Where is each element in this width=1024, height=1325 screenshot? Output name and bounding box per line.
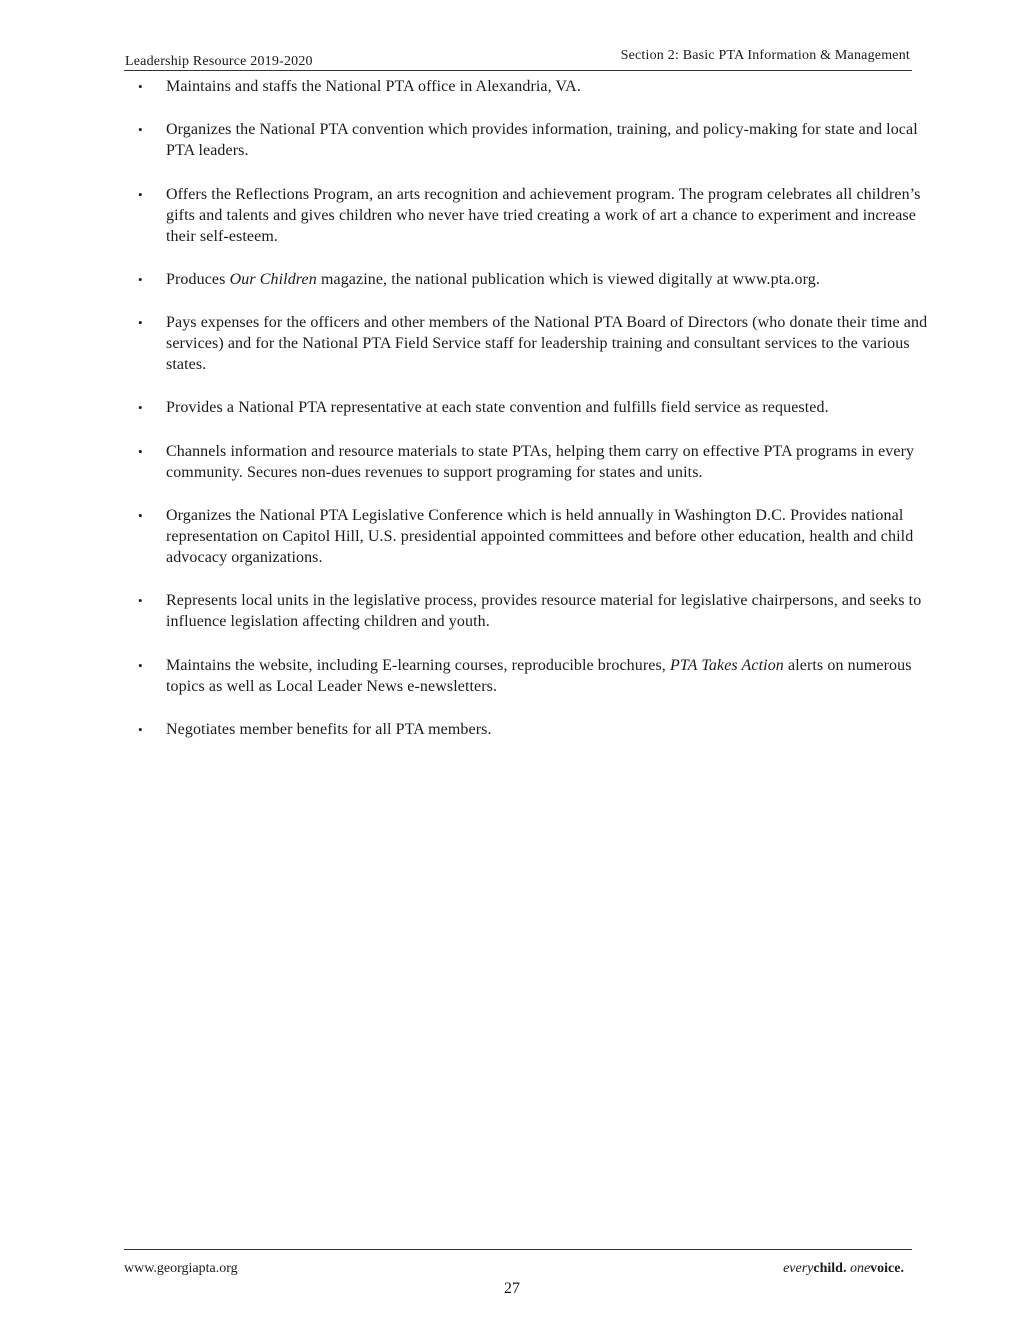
list-item-text: Organizes the National PTA Legislative Conference which is held annually in Washington D.C. Provides national representation on Capitol Hill, U.S. presidential appointed committees and before other education, health and child advocacy organizations. bbox=[166, 507, 914, 567]
header-document-title: Leadership Resource 2019-2020 bbox=[125, 54, 313, 69]
list-item-text: Organizes the National PTA convention which provides information, training, and policy-making for state and local PTA leaders. bbox=[166, 121, 918, 160]
main-content bbox=[136, 76, 936, 762]
list-item-text: Pays expenses for the officers and other members of the National PTA Board of Directors (who donate their time and services) and for the National PTA Field Service staff for leadership training and consultant services to the various states. bbox=[166, 314, 928, 374]
tagline-every: every bbox=[783, 1261, 814, 1276]
list-item bbox=[136, 719, 936, 740]
text-segment: magazine, the national publication which is viewed digitally at www.pta.org. bbox=[316, 270, 820, 288]
text-segment: Maintains the website, including E-learning courses, reproducible brochures, bbox=[166, 656, 670, 674]
footer-website: www.georgiapta.org bbox=[124, 1261, 238, 1276]
bullet-icon: • bbox=[138, 721, 143, 737]
bullet-icon: • bbox=[138, 186, 143, 202]
bullet-icon: • bbox=[138, 443, 143, 459]
list-item-text: Negotiates member benefits for all PTA members. bbox=[166, 720, 492, 738]
footer-tagline bbox=[783, 1261, 904, 1277]
list-item-text: Provides a National PTA representative at each state convention and fulfills field service as requested. bbox=[166, 399, 829, 417]
list-item-text: Offers the Reflections Program, an arts recognition and achievement program. The program celebrates all children’s gifts and talents and gives children who never have tried creating a work of art a chance to experiment and increase their self-esteem. bbox=[166, 185, 921, 245]
text-segment: Produces bbox=[166, 270, 230, 288]
list-item bbox=[136, 119, 936, 161]
list-item bbox=[136, 76, 936, 97]
bullet-icon: • bbox=[138, 593, 143, 609]
footer-divider bbox=[124, 1249, 912, 1250]
bullet-icon: • bbox=[138, 79, 143, 94]
header-section-title: Section 2: Basic PTA Information & Management bbox=[620, 48, 910, 63]
publication-title: Our Children bbox=[229, 270, 317, 288]
page-header bbox=[124, 44, 912, 71]
list-item-text: Maintains and staffs the National PTA office in Alexandria, VA. bbox=[166, 78, 581, 95]
list-item bbox=[136, 312, 936, 375]
tagline-one: one bbox=[849, 1261, 871, 1276]
list-item bbox=[136, 184, 936, 247]
list-item bbox=[136, 590, 936, 632]
tagline-child: child. bbox=[813, 1261, 847, 1276]
responsibilities-list bbox=[136, 76, 936, 740]
text-segment: alerts on numerous topics as well as Local Leader News e-newsletters. bbox=[166, 656, 912, 695]
tagline-voice: voice. bbox=[870, 1261, 904, 1276]
list-item-text bbox=[166, 271, 820, 288]
list-item-text: Represents local units in the legislative process, provides resource material for legislative chairpersons, and seeks to influence legislation affecting children and youth. bbox=[166, 592, 922, 631]
list-item bbox=[136, 441, 936, 483]
bullet-icon: • bbox=[138, 122, 143, 138]
list-item-text: Channels information and resource materials to state PTAs, helping them carry on effective PTA programs in every community. Secures non-dues revenues to support programing for states and units. bbox=[166, 442, 915, 481]
page-number: 27 bbox=[504, 1280, 520, 1297]
bullet-icon: • bbox=[138, 400, 143, 416]
list-item bbox=[136, 505, 936, 568]
bullet-icon: • bbox=[138, 271, 143, 287]
list-item-text bbox=[166, 657, 912, 695]
alerts-title: PTA Takes Action bbox=[670, 656, 784, 674]
bullet-icon: • bbox=[138, 657, 143, 673]
list-item bbox=[136, 397, 936, 418]
bullet-icon: • bbox=[138, 508, 143, 524]
list-item bbox=[136, 269, 936, 290]
list-item bbox=[136, 655, 936, 697]
bullet-icon: • bbox=[138, 315, 143, 331]
